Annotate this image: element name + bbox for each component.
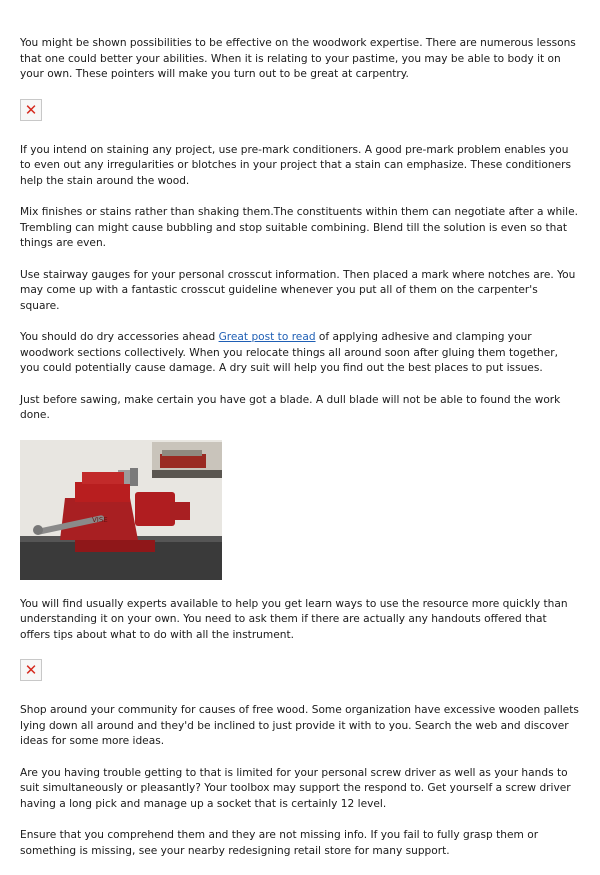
paragraph-sawing: Just before sawing, make certain you have got a blade. A dull blade will not be able to found the work done. (20, 393, 561, 421)
paragraph-free-wood: Shop around your community for causes of free wood. Some organization have excessive wooden pallets lying down all around and they'd be inclined to just provide it with to you. Search the web and discover ideas for some more ideas. (20, 704, 579, 747)
paragraph-stair-gauges: Use stairway gauges for your personal crosscut information. Then placed a mark where notches are. You may come up with a fantastic crosscut guideline whenever you put all of them on the carpenter's square. (20, 268, 576, 312)
paragraph-experts: You will find usually experts available to help you get learn ways to use the resource more quickly than understanding it on your own. You need to ask them if there are actually any handouts offered that offers tips about what to do with all the instrument. (20, 597, 568, 641)
article-body (20, 36, 580, 875)
paragraph-mix-finishes: Mix finishes or stains rather than shaking them.The constituents within them can negotiate after a while. Trembling can might cause bubbling and stop suitable combining. Blend till the solution is even so that things are even. (20, 206, 579, 249)
paragraph-screwdriver: Are you having trouble getting to that is limited for your personal screw driver as well as your hands to suit simultaneously or pleasantly? Your toolbox may support the respond to. Get yourself a screw driver having a long pick and manage up a socket that is certainly 12 level. (20, 766, 571, 810)
broken-image-placeholder (20, 99, 42, 121)
bench-vise-photo (20, 440, 222, 580)
great-post-link[interactable]: Great post to read (218, 331, 316, 343)
broken-image-icon: ✕ (24, 661, 38, 679)
dry-fit-text-after: of applying adhesive and clamping your woodwork sections collectively. When you relocate things all around soon after gluing them together, you could potentially cause damage. A dry suit will help you find out the best places to put issues. (20, 331, 558, 374)
paragraph-staining: If you intend on staining any project, use pre-mark conditioners. A good pre-mark problem enables you to even out any irregularities or blotches in your project that a stain can emphasize. These conditioners help the stain around the wood. (20, 143, 572, 187)
paragraph-comprehend: Ensure that you comprehend them and they are not missing info. If you fail to fully grasp them or something is missing, see your nearby redesigning retail store for many support. (20, 829, 539, 857)
paragraph-intro: You might be shown possibilities to be effective on the woodwork expertise. There are numerous lessons that one could better your abilities. When it is relating to your pastime, you may be able to body it on your own. These pointers will make you turn out to be great at carpentry. (20, 37, 576, 80)
dry-fit-text-before: You should do dry accessories ahead (20, 331, 219, 343)
broken-image-placeholder (20, 659, 42, 681)
paragraph-dry-fit (20, 330, 580, 377)
vise-stamp-text: VISE (92, 515, 108, 524)
broken-image-icon: ✕ (24, 100, 38, 119)
